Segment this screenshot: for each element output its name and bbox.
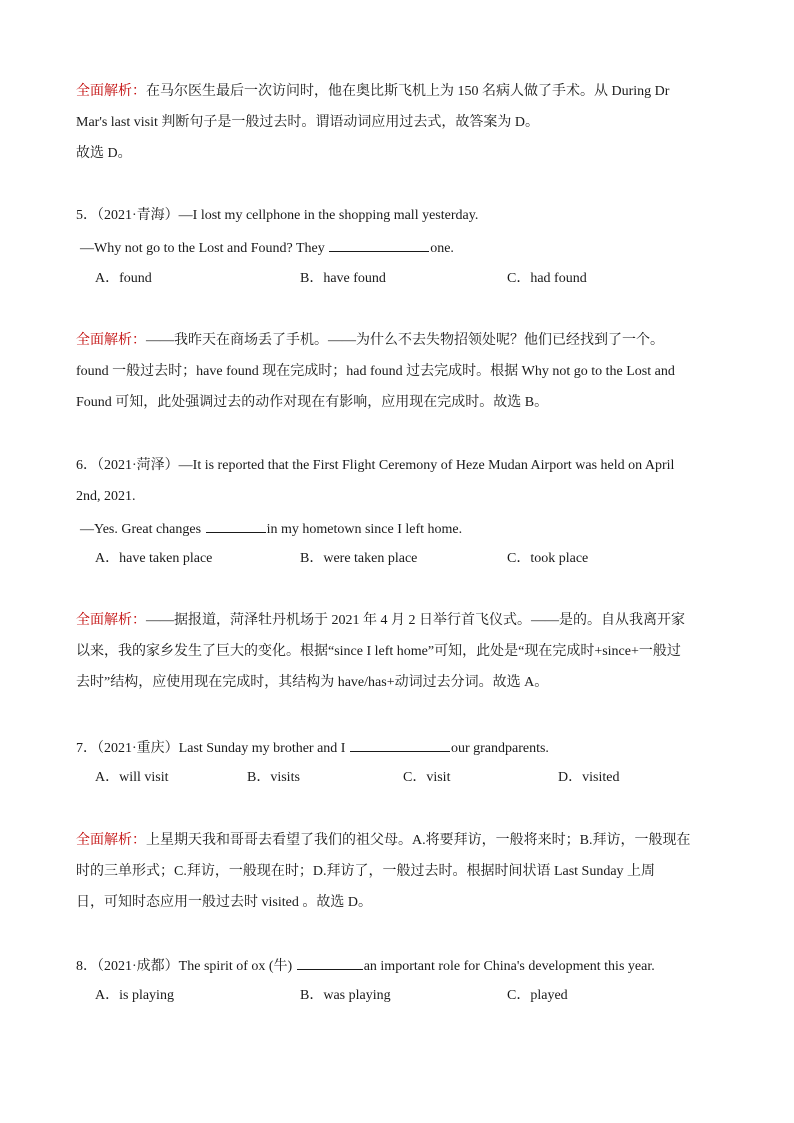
analysis-line: 日，可知时态应用一般过去时 visited 。故选 D。 [76, 895, 372, 910]
stem-text: The spirit of ox (牛) [178, 959, 293, 974]
prev-conclusion: 故选 D。 [76, 146, 132, 161]
question-source: （2021·重庆） [97, 741, 179, 756]
analysis-text: ——我昨天在商场丢了手机。——为什么不去失物招领处呢？他们已经找到了一个。 [146, 333, 664, 348]
option-b[interactable]: B．have found [300, 271, 386, 286]
option-c[interactable]: C．visit [403, 770, 451, 785]
stem-text: —It is reported that the First Flight Ceremony of Heze Mudan Airport was held on April [178, 458, 675, 473]
analysis-line [76, 325, 716, 356]
option-b[interactable]: B．visits [247, 770, 300, 785]
prev-analysis-line1 [76, 82, 669, 102]
question-5-stem [76, 206, 478, 226]
option-a[interactable]: A．have taken place [95, 551, 213, 566]
question-source: （2021·青海） [97, 208, 179, 223]
analysis-line: 以来，我的家乡发生了巨大的变化。根据“since I left home”可知，此处是“现在完成时+since+一般过 [76, 644, 681, 659]
option-d[interactable]: D．visited [558, 770, 620, 785]
analysis-line: 时的三单形式；C.拜访，一般现在时；D.拜访了，一般过去时。根据时间状语 Last Sunday 上周 [76, 864, 656, 879]
analysis-text: 上星期天我和哥哥去看望了我们的祖父母。A.将要拜访，一般将来时；B.拜访，一般现在 [146, 833, 691, 848]
stem-text: —Yes. Great changes [80, 522, 202, 537]
stem-text: Last Sunday my brother and I [178, 741, 346, 756]
prev-analysis-line2: Mar's last visit 判断句子是一般过去时。谓语动词应用过去式，故答案为 D。 [76, 115, 539, 130]
question-source: （2021·菏泽） [97, 458, 179, 473]
question-8-stem [76, 955, 655, 977]
question-number: 7． [76, 741, 97, 756]
answer-blank[interactable] [297, 955, 363, 970]
analysis-line: 去时”结构，应使用现在完成时，其结构为 have/has+动词过去分词。故选 A。 [76, 675, 549, 690]
option-b[interactable]: B．were taken place [300, 551, 418, 566]
answer-blank[interactable] [350, 737, 450, 752]
question-number: 5． [76, 208, 97, 223]
option-c[interactable]: C．had found [507, 271, 587, 286]
question-5-stem-line2 [80, 237, 454, 259]
question-6-analysis [76, 605, 716, 698]
answer-blank[interactable] [206, 518, 266, 533]
question-6-stem-line3 [80, 518, 462, 540]
analysis-label: 全面解析： [76, 833, 146, 848]
option-a[interactable]: A．is playing [95, 988, 174, 1003]
stem-text: —Why not go to the Lost and Found? They [80, 241, 325, 256]
question-6-stem-line2: 2nd, 2021. [76, 489, 136, 504]
analysis-line [76, 605, 716, 636]
stem-text: one. [430, 241, 454, 256]
stem-text: in my hometown since I left home. [266, 522, 463, 537]
analysis-label: 全面解析： [76, 613, 146, 628]
question-number: 6． [76, 458, 97, 473]
option-a[interactable]: A．will visit [95, 770, 169, 785]
analysis-text: 在马尔医生最后一次访问时，他在奥比斯飞机上为 150 名病人做了手术。从 During Dr [146, 84, 670, 99]
analysis-label: 全面解析： [76, 333, 146, 348]
analysis-label: 全面解析： [76, 84, 146, 99]
analysis-text: ——据报道，菏泽牡丹机场于 2021 年 4 月 2 日举行首飞仪式。——是的。自从我离开家 [146, 613, 685, 628]
option-c[interactable]: C．took place [507, 551, 589, 566]
analysis-line: Found 可知，此处强调过去的动作对现在有影响，应用现在完成时。故选 B。 [76, 395, 549, 410]
option-b[interactable]: B．was playing [300, 988, 391, 1003]
question-6-stem [76, 456, 674, 476]
question-number: 8． [76, 959, 97, 974]
answer-blank[interactable] [329, 237, 429, 252]
stem-text: an important role for China's development this year. [363, 959, 655, 974]
option-c[interactable]: C．played [507, 988, 568, 1003]
question-5-analysis [76, 325, 716, 418]
stem-text: our grandparents. [450, 741, 549, 756]
option-a[interactable]: A．found [95, 271, 152, 286]
analysis-line: found 一般过去时；have found 现在完成时；had found 过去完成时。根据 Why not go to the Lost and [76, 364, 675, 379]
question-source: （2021·成都） [97, 959, 179, 974]
analysis-line [76, 825, 716, 856]
question-7-analysis [76, 825, 716, 918]
stem-text: —I lost my cellphone in the shopping mall yesterday. [178, 208, 479, 223]
question-7-stem [76, 737, 549, 759]
